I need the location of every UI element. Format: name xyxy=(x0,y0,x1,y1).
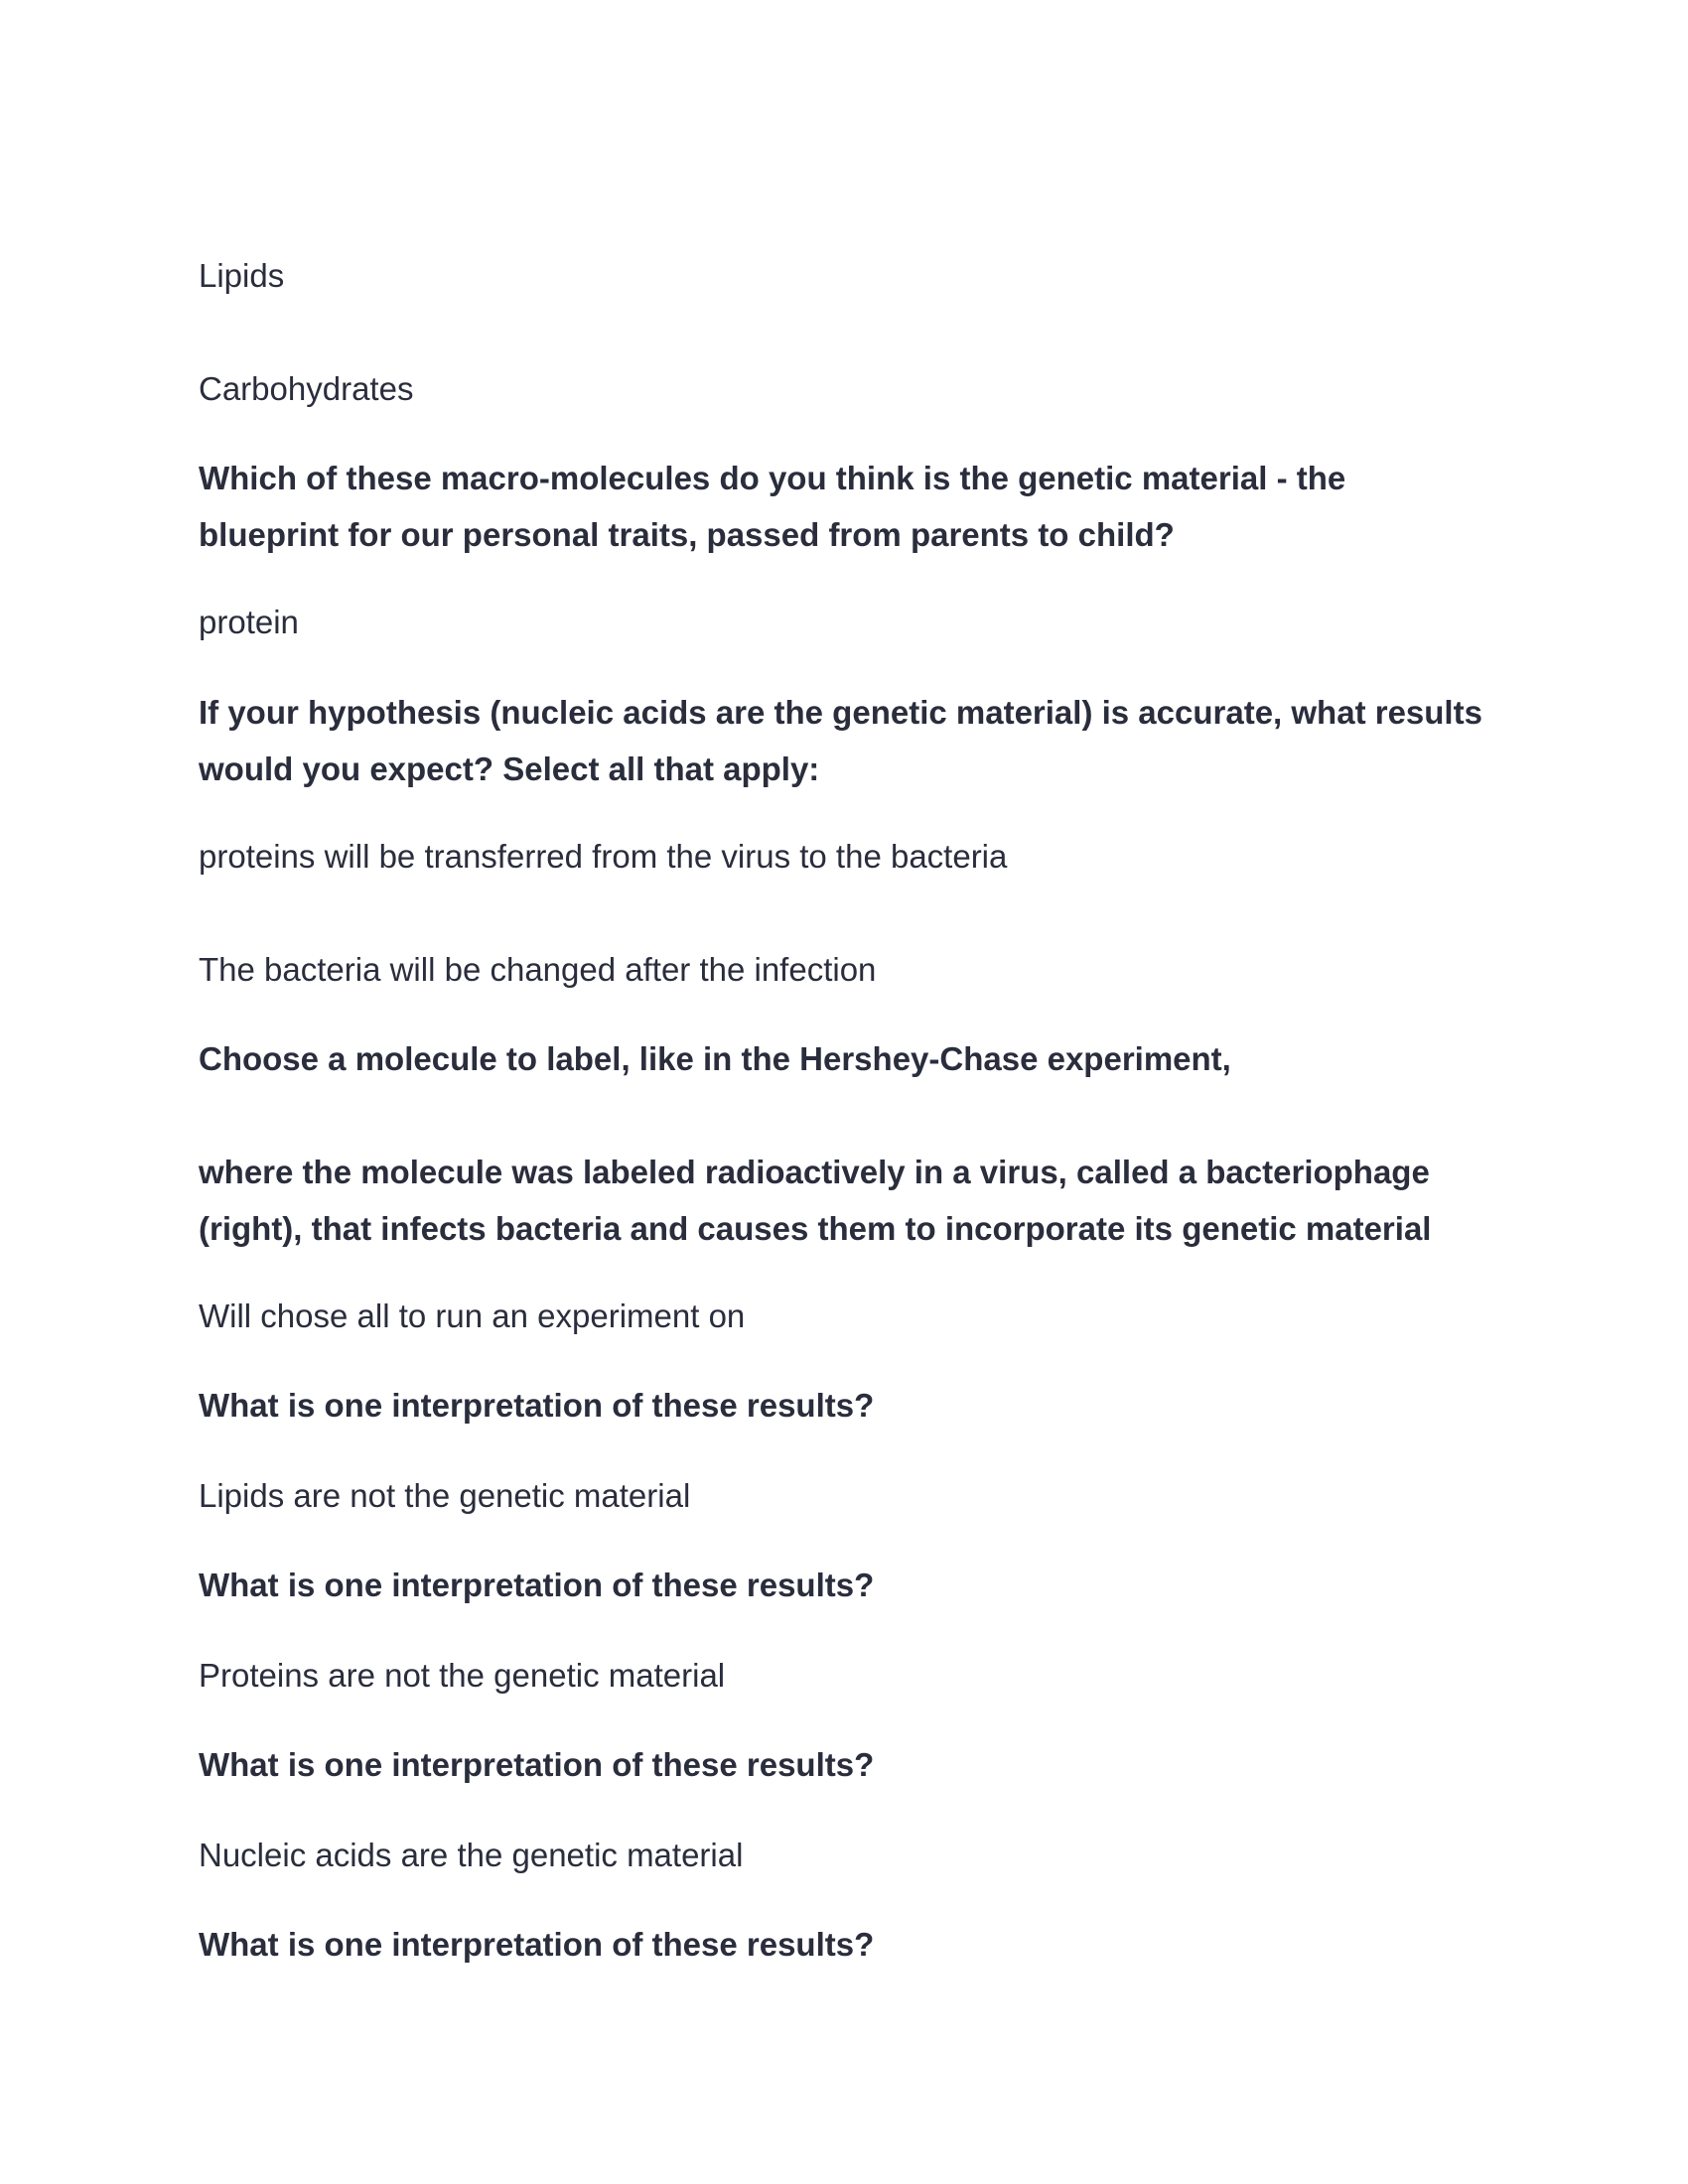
answer-chose-all: Will chose all to run an experiment on xyxy=(199,1297,746,1334)
answer-proteins-not: Proteins are not the genetic material xyxy=(199,1657,726,1694)
question-interpretation-2: What is one interpretation of these results? xyxy=(199,1567,875,1603)
question-hypothesis-results: If your hypothesis (nucleic acids are the genetic material) is accurate, what results would you expect? Select all that apply: xyxy=(199,694,1482,787)
question-choose-molecule: Choose a molecule to label, like in the Hershey-Chase experiment, xyxy=(199,1040,1231,1077)
answer-bacteria-changed: The bacteria will be changed after the infection xyxy=(199,951,877,988)
answer-nucleic-acids: Nucleic acids are the genetic material xyxy=(199,1837,744,1873)
question-interpretation-3: What is one interpretation of these results? xyxy=(199,1746,875,1783)
answer-carbohydrates: Carbohydrates xyxy=(199,370,414,407)
answer-lipids-not: Lipids are not the genetic material xyxy=(199,1477,691,1514)
answer-protein: protein xyxy=(199,604,299,640)
question-genetic-material: Which of these macro-molecules do you think is the genetic material - the blueprint for our personal traits, passed from parents to child? xyxy=(199,460,1346,553)
question-radioactive-label: where the molecule was labeled radioactively in a virus, called a bacteriophage (right), that infects bacteria and causes them to incorporate its genetic material xyxy=(199,1154,1432,1247)
question-interpretation-4: What is one interpretation of these results? xyxy=(199,1926,875,1963)
answer-lipids: Lipids xyxy=(199,257,285,294)
answer-proteins-transferred: proteins will be transferred from the virus to the bacteria xyxy=(199,838,1008,875)
question-interpretation-1: What is one interpretation of these results? xyxy=(199,1387,875,1424)
